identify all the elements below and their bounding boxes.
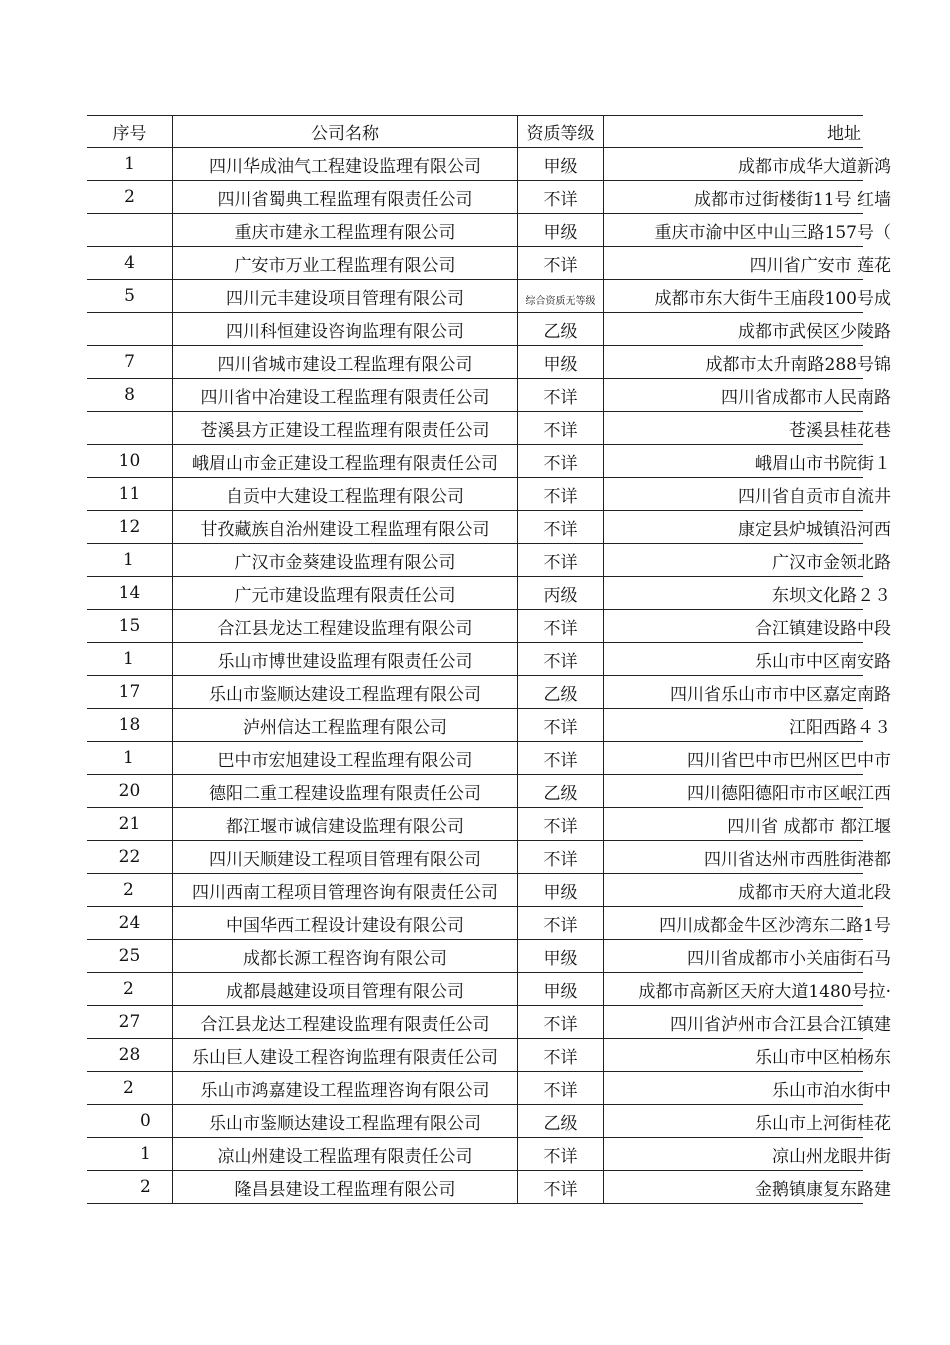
cell-company-name: 自贡中大建设工程监理有限公司 <box>173 478 518 510</box>
cell-qualification-grade: 不详 <box>518 181 604 213</box>
cell-address <box>604 445 891 477</box>
cell-company-name: 德阳二重工程建设监理有限责任公司 <box>173 775 518 807</box>
cell-company-name: 峨眉山市金正建设工程监理有限责任公司 <box>173 445 518 477</box>
cell-qualification-grade: 不详 <box>518 841 604 873</box>
cell-no: 2 <box>87 874 173 906</box>
cell-company-name: 乐山市鉴顺达建设工程监理有限公司 <box>173 676 518 708</box>
cell-company-name: 乐山市鉴顺达建设工程监理有限公司 <box>173 1105 518 1137</box>
cell-no <box>87 412 173 444</box>
cell-address <box>604 412 891 444</box>
cell-qualification-grade: 不详 <box>518 1039 604 1071</box>
table-row <box>87 511 891 544</box>
cell-qualification-grade: 甲级 <box>518 973 604 1005</box>
table-row <box>87 775 891 808</box>
cell-address-text: 成都市高新区天府大道1480号拉· <box>638 981 891 1002</box>
table-row <box>87 181 891 214</box>
table-row <box>87 247 891 280</box>
cell-address-text: 成都市东大街牛王庙段100号成 <box>654 288 891 309</box>
cell-address-text: 四川省成都市小关庙街石马 <box>687 948 891 969</box>
cell-no: 25 <box>87 940 173 972</box>
cell-address <box>604 511 891 543</box>
table-row <box>87 874 891 907</box>
table-row <box>87 214 891 247</box>
cell-qualification-grade: 不详 <box>518 247 604 279</box>
cell-no: 2 <box>87 973 173 1005</box>
cell-qualification-grade: 甲级 <box>518 940 604 972</box>
cell-qualification-grade: 不详 <box>518 742 604 774</box>
table-row <box>87 676 891 709</box>
cell-company-name: 乐山市鸿嘉建设工程监理咨询有限公司 <box>173 1072 518 1104</box>
cell-address-text: 四川成都金牛区沙湾东二路1号 <box>659 915 891 936</box>
cell-company-name: 四川科恒建设咨询监理有限公司 <box>173 313 518 345</box>
cell-company-name: 四川省城市建设工程监理有限公司 <box>173 346 518 378</box>
table-row <box>87 940 891 973</box>
cell-no: 2 <box>87 1171 173 1203</box>
cell-company-name: 凉山州建设工程监理有限责任公司 <box>173 1138 518 1170</box>
cell-company-name: 广元市建设监理有限责任公司 <box>173 577 518 609</box>
cell-address-text: 四川省成都市人民南路 <box>721 387 891 408</box>
cell-no: 0 <box>87 1105 173 1137</box>
cell-qualification-grade: 不详 <box>518 610 604 642</box>
cell-address <box>604 313 891 345</box>
cell-qualification-grade: 不详 <box>518 1171 604 1203</box>
cell-address-text: 成都市成华大道新鸿 <box>738 156 891 177</box>
table-row <box>87 412 891 445</box>
table-row <box>87 1171 891 1204</box>
table-row <box>87 1006 891 1039</box>
cell-address-text: 东坝文化路２３ <box>772 585 891 606</box>
cell-qualification-grade: 乙级 <box>518 313 604 345</box>
cell-no: 7 <box>87 346 173 378</box>
cell-address <box>604 742 891 774</box>
table-row <box>87 1039 891 1072</box>
cell-address <box>604 280 891 312</box>
cell-address <box>604 544 891 576</box>
header-address <box>604 116 863 147</box>
table-row <box>87 478 891 511</box>
cell-qualification-grade: 乙级 <box>518 775 604 807</box>
cell-qualification-grade: 不详 <box>518 643 604 675</box>
cell-company-name: 成都长源工程咨询有限公司 <box>173 940 518 972</box>
cell-qualification-grade: 乙级 <box>518 1105 604 1137</box>
cell-company-name: 广汉市金葵建设监理有限公司 <box>173 544 518 576</box>
cell-company-name: 甘孜藏族自治州建设工程监理有限公司 <box>173 511 518 543</box>
cell-no: 4 <box>87 247 173 279</box>
cell-no: 8 <box>87 379 173 411</box>
cell-address-text: 四川省 成都市 都江堰 <box>727 816 891 837</box>
cell-company-name: 乐山市博世建设监理有限责任公司 <box>173 643 518 675</box>
cell-qualification-grade: 不详 <box>518 808 604 840</box>
cell-address <box>604 577 891 609</box>
cell-address-text: 康定县炉城镇沿河西 <box>738 519 891 540</box>
table-row <box>87 907 891 940</box>
cell-address-text: 合江镇建设路中段 <box>755 618 891 639</box>
cell-address-text: 成都市太升南路288号锦 <box>705 354 891 375</box>
cell-address <box>604 478 891 510</box>
table-row <box>87 808 891 841</box>
header-no: 序号 <box>87 116 173 147</box>
cell-address-text: 成都市过街楼街11号 红墙 <box>693 189 891 210</box>
cell-address <box>604 1039 891 1071</box>
table-row <box>87 445 891 478</box>
table-row <box>87 1138 891 1171</box>
cell-company-name: 都江堰市诚信建设监理有限公司 <box>173 808 518 840</box>
cell-qualification-grade: 不详 <box>518 412 604 444</box>
cell-address <box>604 874 891 906</box>
cell-address-text: 重庆市渝中区中山三路157号（ <box>654 222 891 243</box>
cell-address <box>604 973 891 1005</box>
cell-no: 1 <box>87 544 173 576</box>
cell-no: 22 <box>87 841 173 873</box>
table-row <box>87 643 891 676</box>
cell-address-text: 金鹅镇康复东路建 <box>755 1179 891 1200</box>
cell-address-text: 四川省泸州市合江县合江镇建 <box>670 1014 891 1035</box>
header-address-text: 地址 <box>827 124 861 144</box>
cell-address-text: 峨眉山市书院街１ <box>755 453 891 474</box>
cell-no: 2 <box>87 181 173 213</box>
cell-no: 17 <box>87 676 173 708</box>
cell-no <box>87 214 173 246</box>
cell-address <box>604 1006 891 1038</box>
cell-qualification-grade: 不详 <box>518 379 604 411</box>
cell-address <box>604 247 891 279</box>
cell-qualification-grade: 不详 <box>518 478 604 510</box>
cell-address <box>604 643 891 675</box>
table-row <box>87 973 891 1006</box>
cell-qualification-grade: 甲级 <box>518 214 604 246</box>
table-row <box>87 841 891 874</box>
cell-company-name: 合江县龙达工程建设监理有限责任公司 <box>173 1006 518 1038</box>
table-row <box>87 1072 891 1105</box>
cell-address-text: 四川德阳德阳市市区岷江西 <box>687 783 891 804</box>
table-row <box>87 544 891 577</box>
table-row <box>87 148 891 181</box>
cell-company-name: 泸州信达工程监理有限公司 <box>173 709 518 741</box>
cell-qualification-grade: 不详 <box>518 907 604 939</box>
cell-company-name: 四川华成油气工程建设监理有限公司 <box>173 148 518 180</box>
cell-address-text: 乐山市中区南安路 <box>755 651 891 672</box>
table-row <box>87 610 891 643</box>
company-table <box>87 115 891 1204</box>
cell-company-name: 重庆市建永工程监理有限公司 <box>173 214 518 246</box>
cell-address-text: 四川省乐山市市中区嘉定南路 <box>670 684 891 705</box>
cell-no: 5 <box>87 280 173 312</box>
cell-address <box>604 148 891 180</box>
cell-address-text: 四川省达州市西胜街港都 <box>704 849 891 870</box>
cell-no <box>87 313 173 345</box>
cell-address <box>604 1138 891 1170</box>
cell-address <box>604 346 891 378</box>
cell-qualification-grade: 不详 <box>518 544 604 576</box>
cell-address <box>604 841 891 873</box>
cell-qualification-grade: 乙级 <box>518 676 604 708</box>
cell-company-name: 巴中市宏旭建设工程监理有限公司 <box>173 742 518 774</box>
cell-address <box>604 1171 891 1203</box>
table-row <box>87 379 891 412</box>
table-row <box>87 1105 891 1138</box>
cell-no: 28 <box>87 1039 173 1071</box>
cell-address-text: 乐山市中区柏杨东 <box>755 1047 891 1068</box>
table-row <box>87 742 891 775</box>
cell-company-name: 四川省蜀典工程监理有限责任公司 <box>173 181 518 213</box>
cell-address-text: 成都市天府大道北段 <box>738 882 891 903</box>
cell-no: 27 <box>87 1006 173 1038</box>
header-company-name: 公司名称 <box>173 116 518 147</box>
cell-address-text: 凉山州龙眼井街 <box>772 1146 891 1167</box>
table-row <box>87 709 891 742</box>
cell-address <box>604 808 891 840</box>
cell-qualification-grade: 不详 <box>518 1138 604 1170</box>
table-header-row <box>87 115 863 148</box>
cell-company-name: 四川天顺建设工程项目管理有限公司 <box>173 841 518 873</box>
cell-no: 20 <box>87 775 173 807</box>
cell-address <box>604 181 891 213</box>
cell-address-text: 四川省自贡市自流井 <box>738 486 891 507</box>
cell-address-text: 乐山市泊水街中 <box>772 1080 891 1101</box>
cell-address-text: 四川省巴中市巴州区巴中市 <box>687 750 891 771</box>
cell-no: 1 <box>87 742 173 774</box>
cell-no: 18 <box>87 709 173 741</box>
cell-address <box>604 709 891 741</box>
cell-qualification-grade: 综合资质无等级 <box>518 280 604 312</box>
cell-company-name: 四川省中冶建设工程监理有限责任公司 <box>173 379 518 411</box>
cell-qualification-grade: 不详 <box>518 1072 604 1104</box>
cell-address <box>604 907 891 939</box>
cell-address <box>604 1105 891 1137</box>
cell-qualification-grade: 不详 <box>518 709 604 741</box>
cell-company-name: 四川元丰建设项目管理有限公司 <box>173 280 518 312</box>
cell-no: 15 <box>87 610 173 642</box>
table-row <box>87 280 891 313</box>
cell-qualification-grade: 甲级 <box>518 874 604 906</box>
cell-no: 10 <box>87 445 173 477</box>
cell-no: 1 <box>87 148 173 180</box>
cell-qualification-grade: 不详 <box>518 445 604 477</box>
cell-company-name: 乐山巨人建设工程咨询监理有限责任公司 <box>173 1039 518 1071</box>
cell-qualification-grade: 不详 <box>518 511 604 543</box>
cell-company-name: 苍溪县方正建设工程监理有限责任公司 <box>173 412 518 444</box>
cell-company-name: 中国华西工程设计建设有限公司 <box>173 907 518 939</box>
cell-address <box>604 940 891 972</box>
cell-qualification-grade: 甲级 <box>518 346 604 378</box>
cell-address <box>604 676 891 708</box>
cell-address <box>604 775 891 807</box>
cell-address-text: 苍溪县桂花巷 <box>789 420 891 441</box>
cell-address-text: 乐山市上河街桂花 <box>755 1113 891 1134</box>
cell-no: 24 <box>87 907 173 939</box>
cell-company-name: 广安市万业工程监理有限公司 <box>173 247 518 279</box>
cell-no: 14 <box>87 577 173 609</box>
cell-no: 21 <box>87 808 173 840</box>
cell-qualification-grade: 丙级 <box>518 577 604 609</box>
cell-address-text: 江阳西路４３ <box>789 717 891 738</box>
cell-qualification-grade: 不详 <box>518 1006 604 1038</box>
cell-qualification-grade: 甲级 <box>518 148 604 180</box>
table-row <box>87 346 891 379</box>
cell-company-name: 合江县龙达工程建设监理有限公司 <box>173 610 518 642</box>
header-qualification-grade: 资质等级 <box>518 116 604 147</box>
cell-no: 1 <box>87 643 173 675</box>
cell-no: 11 <box>87 478 173 510</box>
cell-no: 12 <box>87 511 173 543</box>
table-row <box>87 577 891 610</box>
cell-address-text: 四川省广安市 莲花 <box>749 255 891 276</box>
cell-company-name: 四川西南工程项目管理咨询有限责任公司 <box>173 874 518 906</box>
cell-address <box>604 610 891 642</box>
cell-address <box>604 379 891 411</box>
cell-address <box>604 214 891 246</box>
cell-company-name: 隆昌县建设工程监理有限公司 <box>173 1171 518 1203</box>
table-body <box>87 148 891 1204</box>
cell-company-name: 成都晨越建设项目管理有限公司 <box>173 973 518 1005</box>
cell-no: 2 <box>87 1072 173 1104</box>
cell-address-text: 成都市武侯区少陵路 <box>738 321 891 342</box>
table-row <box>87 313 891 346</box>
cell-no: 1 <box>87 1138 173 1170</box>
cell-address <box>604 1072 891 1104</box>
cell-address-text: 广汉市金领北路 <box>772 552 891 573</box>
